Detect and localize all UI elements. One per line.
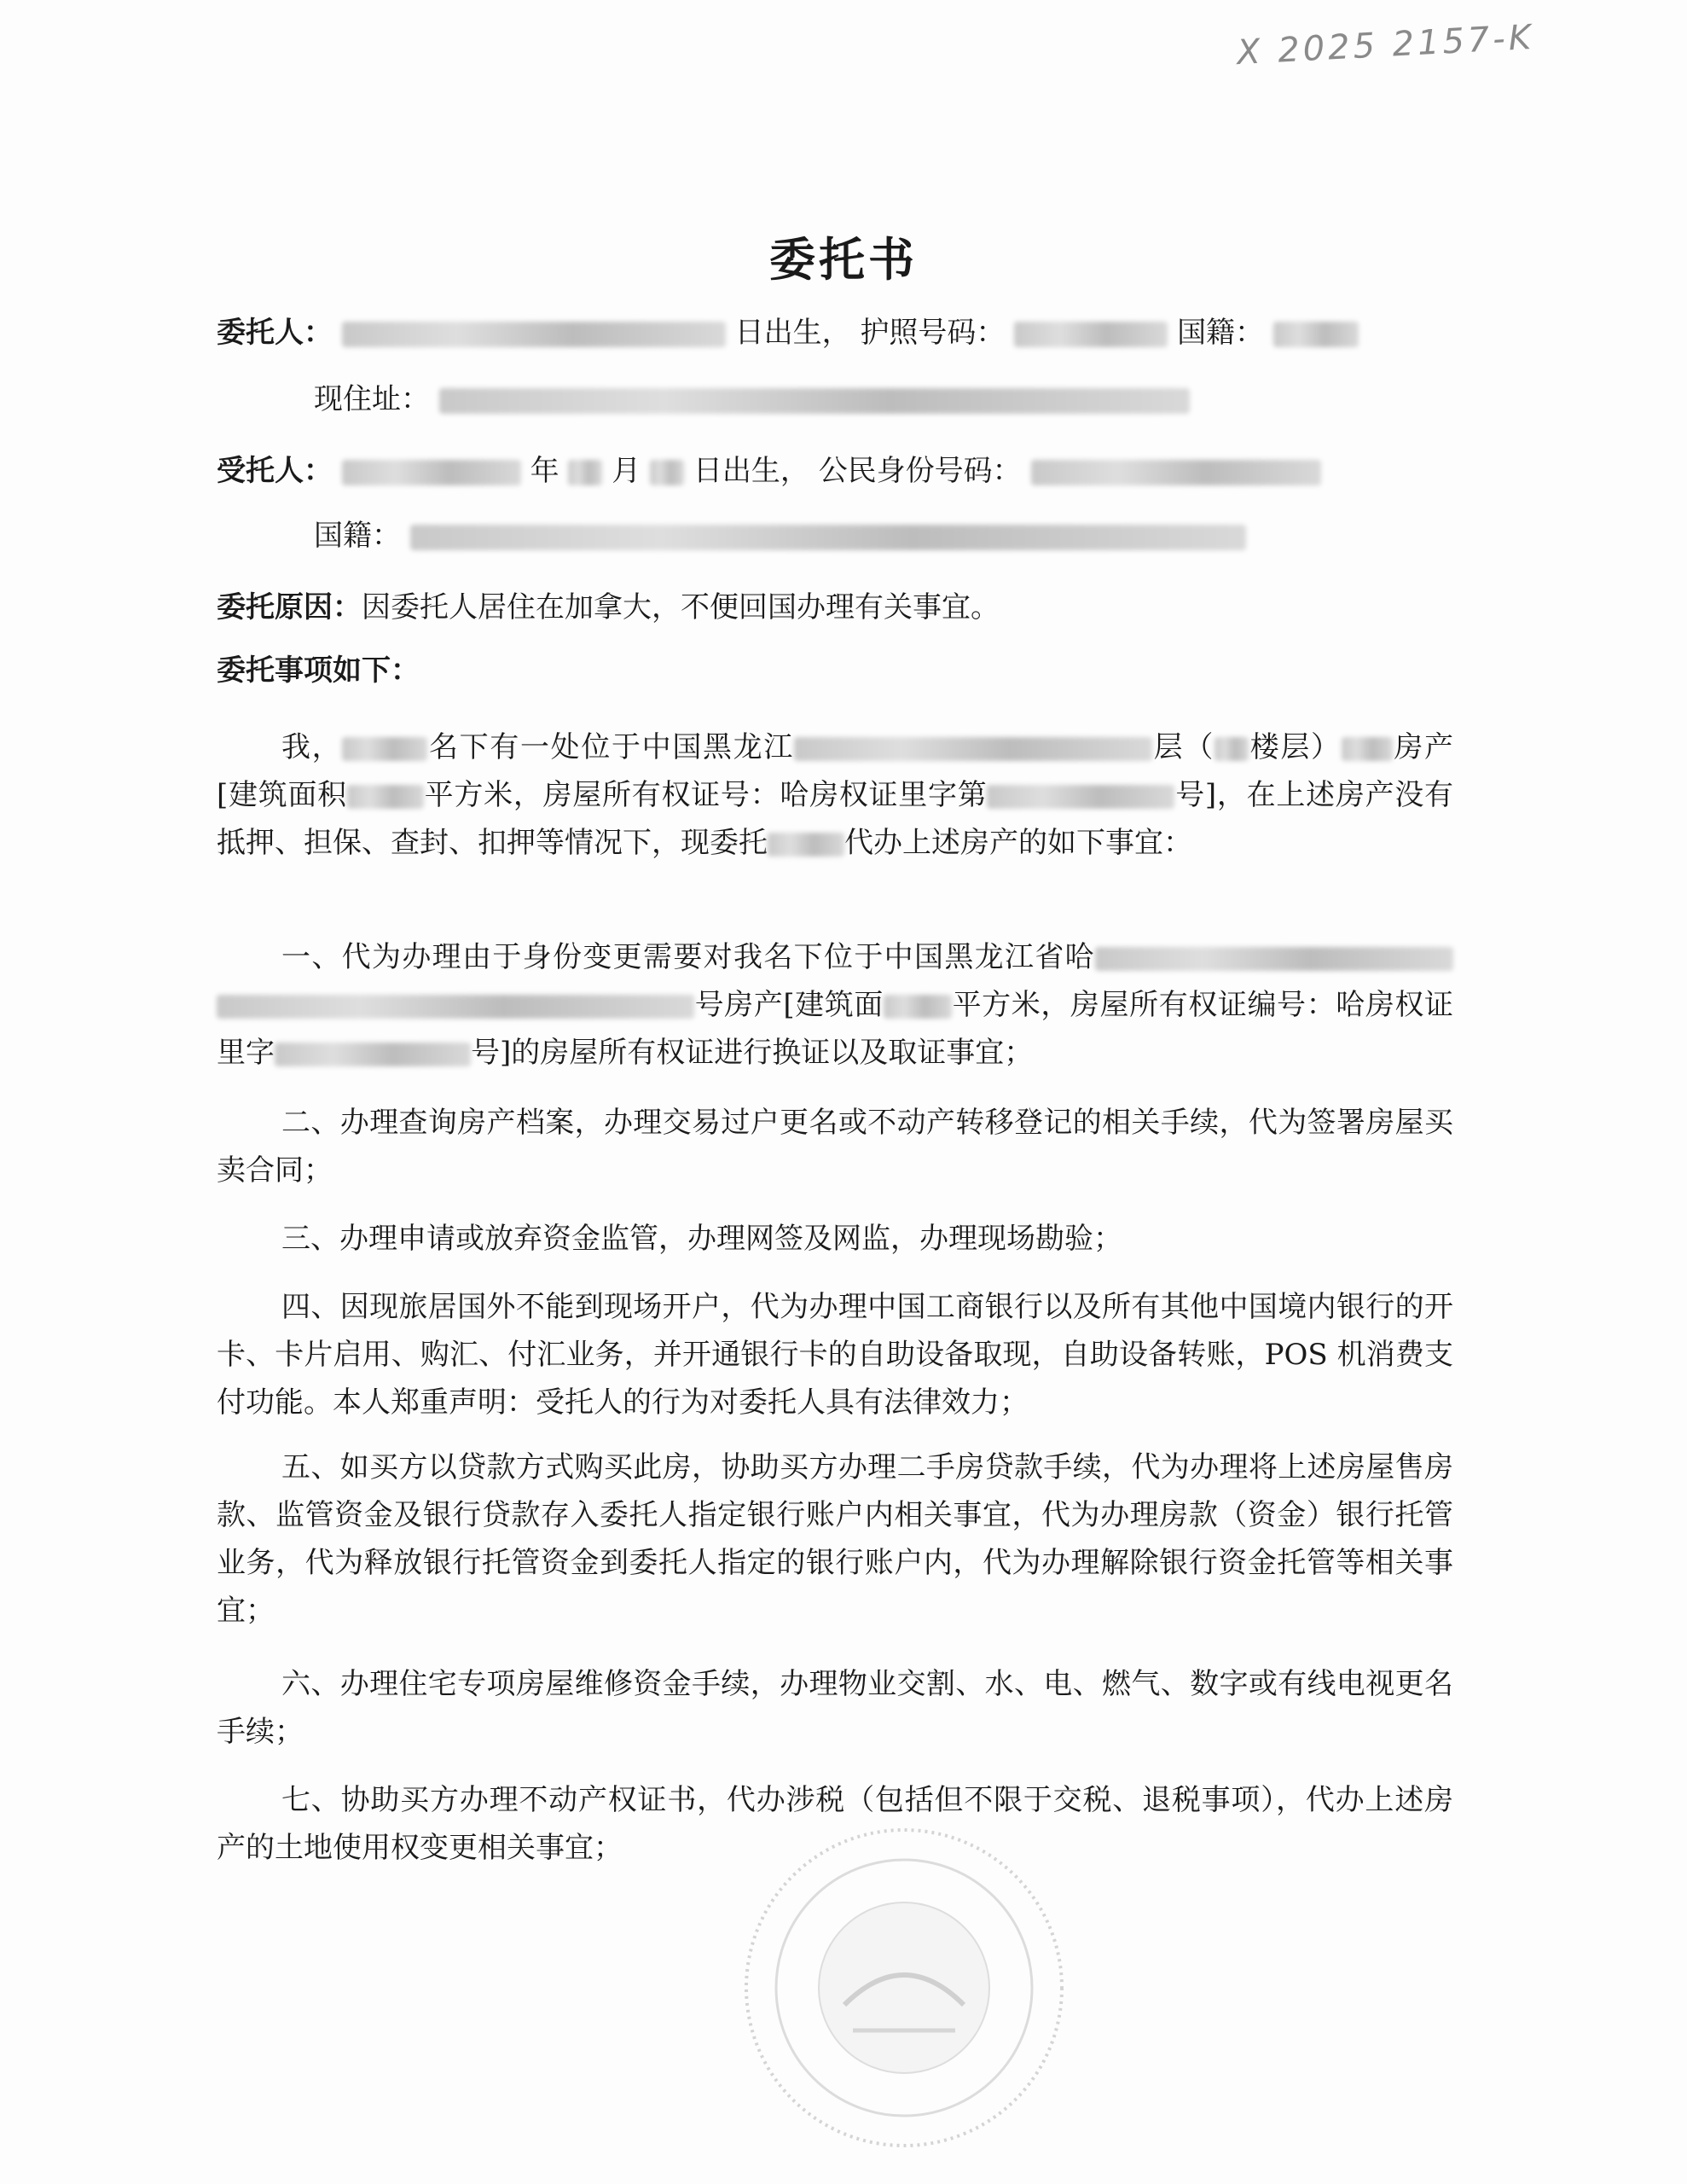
intro-text: 层（ [1152,730,1215,764]
redacted-block [347,785,424,809]
redacted-block [1095,947,1453,971]
redacted-block [275,1043,471,1066]
intro-text: 平方米，房屋所有权证号：哈房权证里字第 [423,778,988,812]
intro-text: 名下有一处位于中国黑龙江 [427,730,795,764]
agent-year-label: 年 [530,454,559,488]
agent-nationality-label: 国籍： [314,519,401,553]
agent-nationality-line [314,517,1246,555]
id-number-label: 公民身份号码： [818,454,1022,488]
address-label: 现住址： [314,382,430,416]
reason-line [217,589,1000,626]
item-five-paragraph: 五、如买方以贷款方式购买此房，协助买方办理二手房贷款手续，代为办理将上述房屋售房款、监管资金及银行贷款存入委托人指定银行账户内相关事宜，代为办理房款（资金）银行托管业务，代为释放银行托管资金到委托人指定的银行账户内，代为办理解除银行资金托管等相关事宜； [217,1450,1453,1628]
item-six-paragraph: 六、办理住宅专项房屋维修资金手续，办理物业交割、水、电、燃气、数字或有线电视更名手续； [217,1667,1453,1749]
intro-text: 我， [281,730,343,764]
item-text: 号]的房屋所有权证进行换证以及取证事宜； [471,1036,1034,1070]
item-one-paragraph [217,933,1453,1077]
intro-text: 代办上述房产的如下事宜： [844,826,1192,860]
item-seven-paragraph: 七、协助买方办理不动产权证书，代办涉税（包括但不限于交税、退税事项），代办上述房产的土地使用权变更相关事宜； [217,1783,1453,1865]
agent-dob-suffix: 日出生， [693,454,809,488]
intro-text: 楼层） [1249,730,1342,764]
redacted-block [342,322,726,347]
matters-label: 委托事项如下： [217,653,420,688]
item-four-paragraph: 四、因现旅居国外不能到现场开户，代为办理中国工商银行以及所有其他中国境内银行的开卡、卡片启用、购汇、付汇业务，并开通银行卡的自助设备取现，自助设备转账，POS 机消费支付功能。本人郑重声明：受托人的行为对委托人具有法律效力； [217,1290,1453,1420]
redacted-block [884,995,952,1019]
item-two-paragraph: 二、办理查询房产档案，办理交易过户更名或不动产转移登记的相关手续，代为签署房屋买卖合同； [217,1106,1453,1188]
principal-dob-suffix: 日出生， [734,316,851,350]
redacted-block [217,995,694,1019]
reason-text: 因委托人居住在加拿大，不便回国办理有关事宜。 [362,590,1000,624]
redacted-block [1014,322,1168,347]
intro-text: 号]，在上述房产没有抵押、担保、查封、扣押等情况下，现委托 [217,778,1454,860]
redacted-block [1273,322,1359,347]
redacted-block [568,460,602,485]
handwritten-reference-number: X 2025 2157-K [1236,17,1536,73]
principal-nationality-label: 国籍： [1177,316,1265,350]
redacted-block [342,460,521,485]
embossed-seal-icon [733,1817,1075,2158]
redacted-block [1215,737,1249,761]
agent-line [217,452,1321,490]
agent-label: 受托人： [217,454,333,488]
redacted-block [439,388,1190,414]
agent-month-label: 月 [612,454,641,488]
item-text: 平方米，房屋所有权证编号：哈房权证里字 [217,988,1454,1070]
item-three-paragraph: 三、办理申请或放弃资金监管，办理网签及网监，办理现场勘验； [281,1222,1122,1256]
intro-paragraph [217,723,1453,867]
principal-label: 委托人： [217,316,333,350]
redacted-block [342,737,427,761]
redacted-block [1031,460,1321,485]
principal-line [217,314,1359,351]
redacted-block [1342,737,1393,761]
item-text: 一、代为办理由于身份变更需要对我名下位于中国黑龙江省哈 [281,940,1095,974]
redacted-block [987,785,1174,809]
redacted-block [650,460,684,485]
intro-text: 房产[建筑面积 [217,730,1454,812]
reason-label: 委托原因： [217,590,362,624]
page-title: 委托书 [769,233,918,287]
redacted-block [410,525,1246,550]
redacted-block [794,737,1152,761]
matters-heading [217,652,420,689]
address-line [314,380,1190,418]
item-text: 号房产[建筑面 [694,988,884,1022]
redacted-block [768,833,844,857]
passport-label: 护照号码： [860,316,1006,350]
